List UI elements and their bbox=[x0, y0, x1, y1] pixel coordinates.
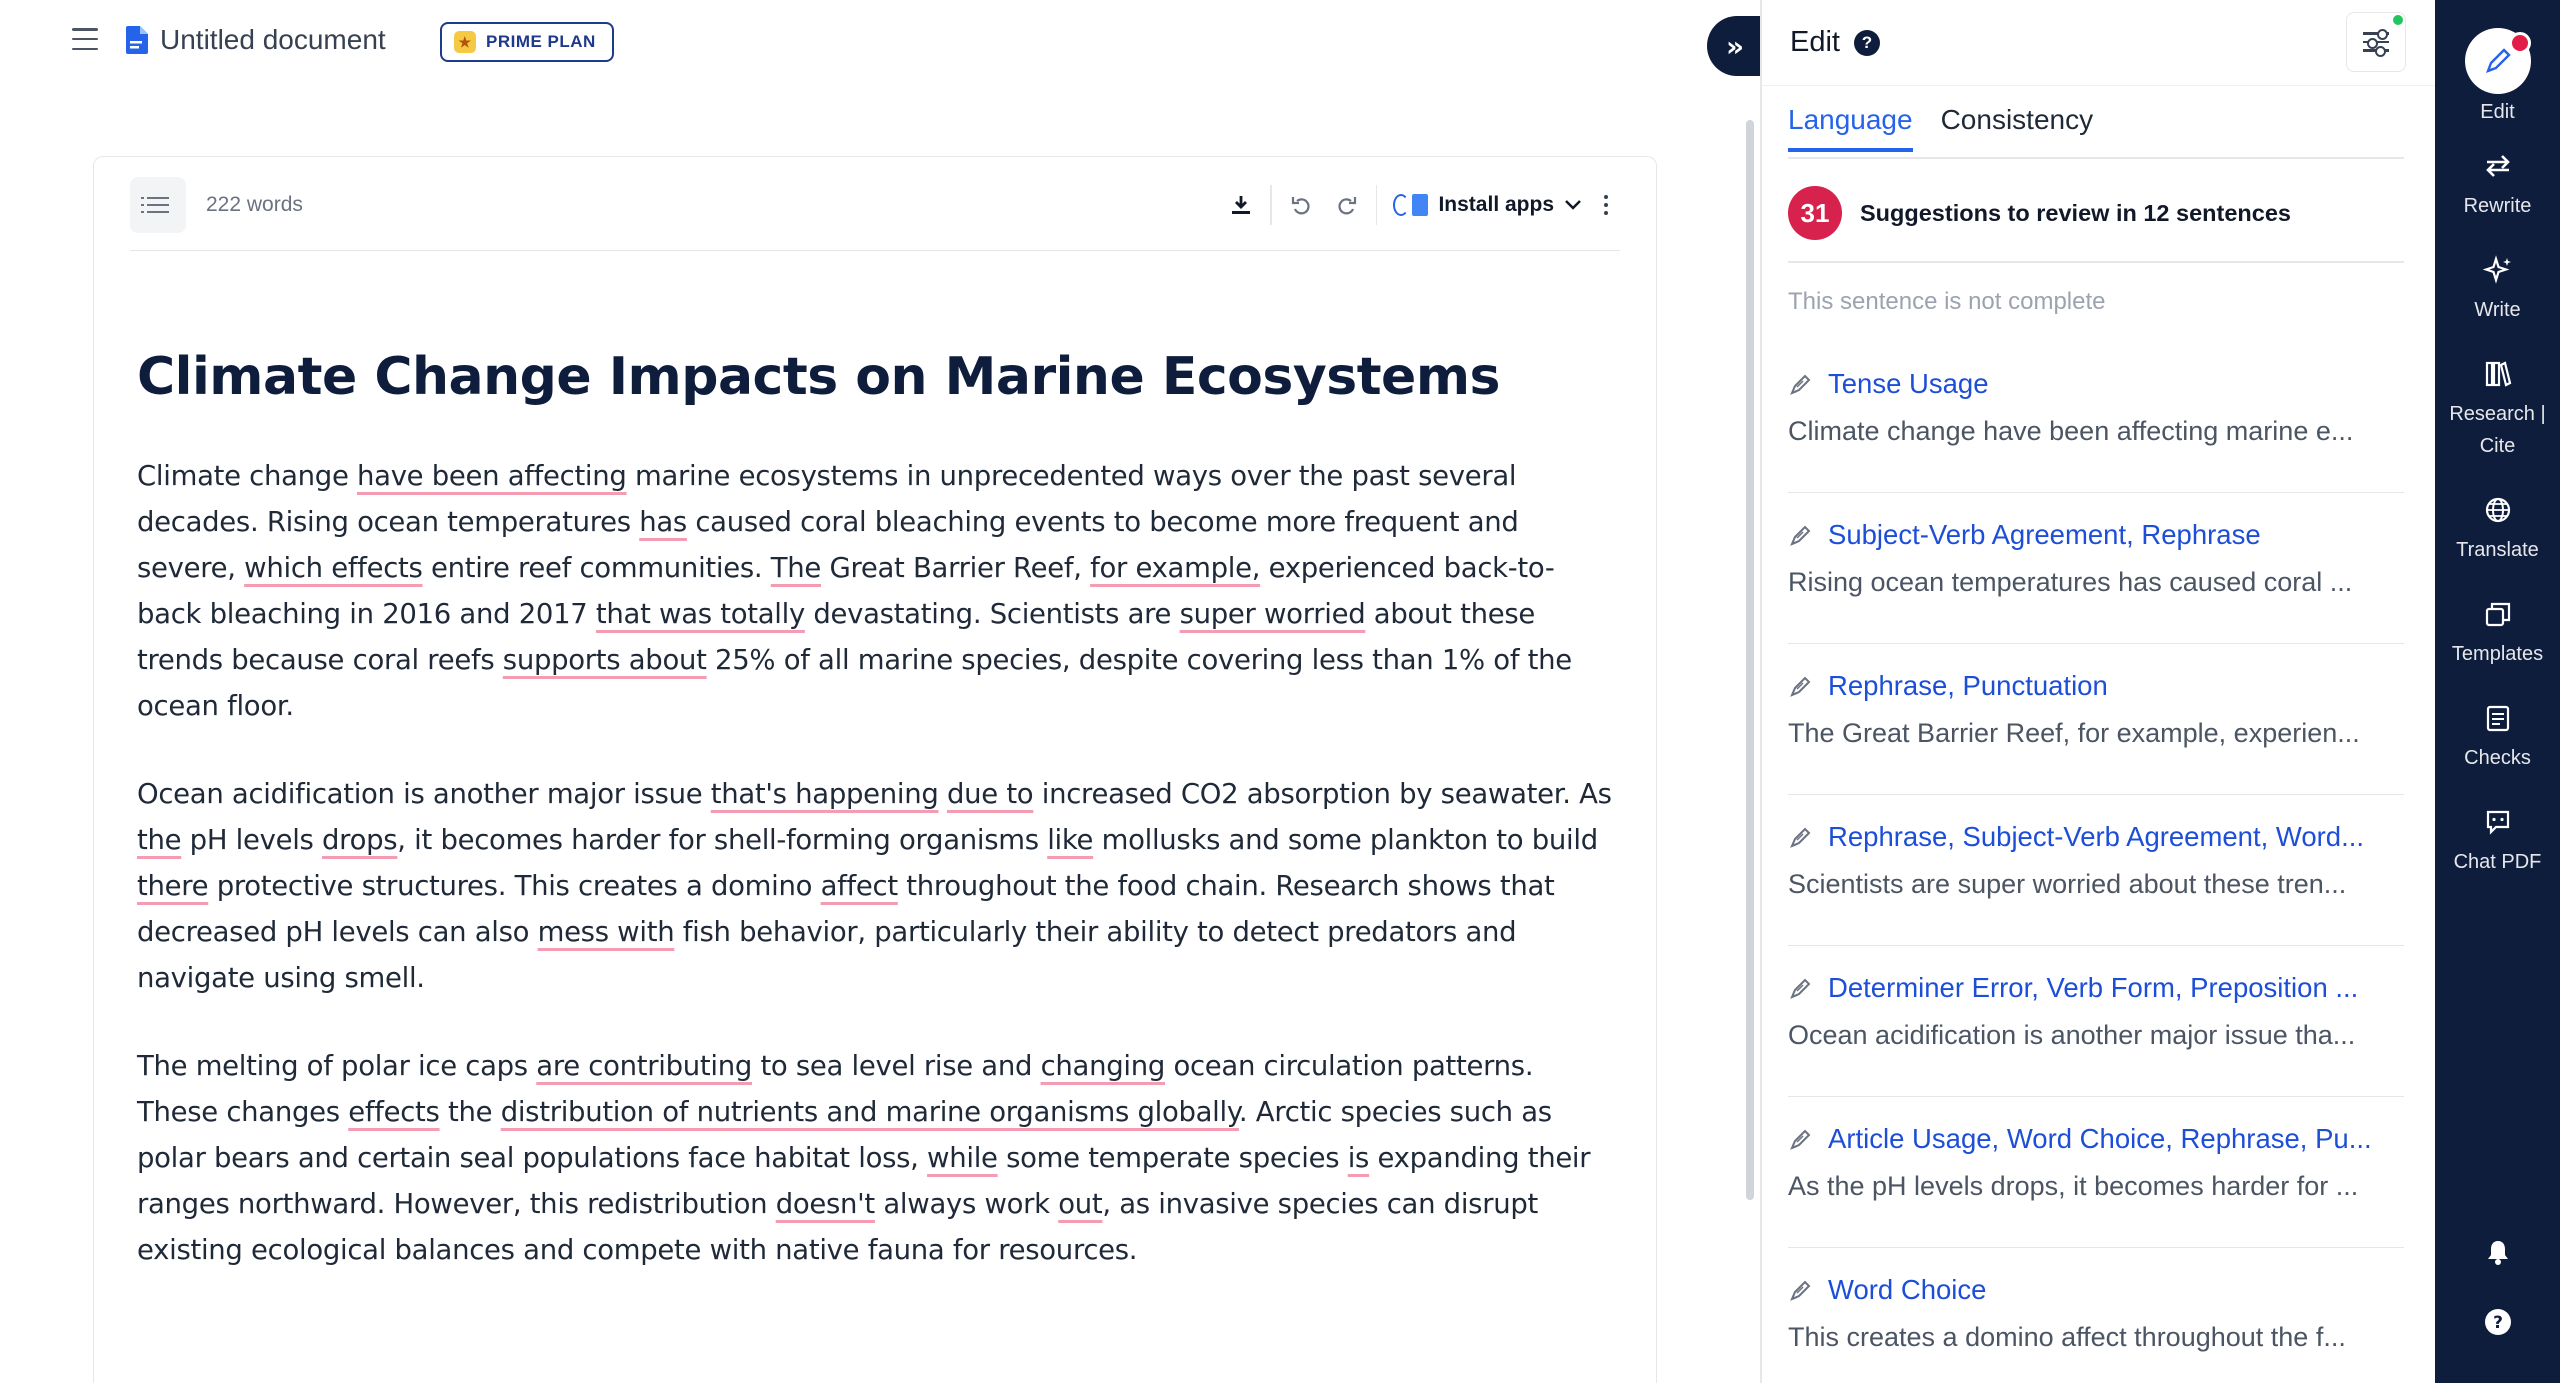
flagged-phrase[interactable]: has bbox=[639, 506, 687, 538]
globe-icon bbox=[2478, 490, 2518, 530]
notifications-button[interactable] bbox=[2435, 1232, 2560, 1276]
sidebar-item-chat-pdf[interactable] bbox=[2435, 802, 2560, 878]
sparkle-icon bbox=[2478, 250, 2518, 290]
text-run bbox=[939, 778, 947, 810]
help-icon[interactable]: ? bbox=[1854, 30, 1880, 56]
document-paragraph[interactable] bbox=[137, 1043, 1617, 1273]
sidebar-label-line2: Cite bbox=[2479, 435, 2516, 457]
flagged-phrase[interactable]: due to bbox=[946, 778, 1034, 810]
feather-pen-icon bbox=[1788, 1126, 1814, 1152]
flagged-phrase[interactable]: that was totally bbox=[595, 598, 805, 630]
chat-icon bbox=[2478, 802, 2518, 842]
sidebar-label: Rewrite bbox=[2463, 195, 2532, 217]
install-apps-label: Install apps bbox=[1438, 193, 1554, 216]
suggestion-title-label: Word Choice bbox=[1828, 1274, 1987, 1305]
suggestion-card[interactable] bbox=[1788, 1097, 2404, 1248]
text-run: , as invasive species can disrupt existing ecological balances and compete with native fauna for resources. bbox=[137, 1188, 1538, 1266]
tabs-divider bbox=[1788, 157, 2404, 159]
sidebar-item-write[interactable] bbox=[2435, 250, 2560, 326]
apps-icon bbox=[1393, 194, 1428, 216]
checklist-icon bbox=[2478, 698, 2518, 738]
flagged-phrase[interactable]: the bbox=[137, 824, 182, 856]
help-button[interactable] bbox=[2435, 1302, 2560, 1346]
suggestion-title-label: Subject-Verb Agreement, Rephrase bbox=[1828, 519, 2261, 550]
text-run: Great Barrier Reef, bbox=[821, 552, 1091, 584]
word-count: 222 words bbox=[206, 193, 303, 216]
suggestion-count-badge: 31 bbox=[1788, 186, 1842, 240]
text-run: always work bbox=[874, 1188, 1059, 1220]
bell-icon bbox=[2478, 1232, 2518, 1272]
flagged-phrase[interactable]: that's happening bbox=[710, 778, 939, 810]
suggestion-title[interactable] bbox=[1788, 1274, 2404, 1306]
flagged-phrase[interactable]: is bbox=[1347, 1142, 1370, 1174]
feather-pen-icon bbox=[1788, 824, 1814, 850]
download-icon[interactable] bbox=[1218, 182, 1264, 228]
text-run: entire reef communities. bbox=[422, 552, 771, 584]
text-run: experienced back-to-back bleaching in 2016 and 2017 bbox=[137, 552, 1555, 630]
flagged-phrase[interactable]: mess with bbox=[537, 916, 675, 948]
text-run: about these trends because coral reefs bbox=[137, 598, 1535, 676]
suggestion-card[interactable] bbox=[1788, 795, 2404, 946]
suggestion-title[interactable] bbox=[1788, 1123, 2404, 1155]
flagged-phrase[interactable]: like bbox=[1047, 824, 1094, 856]
more-options-icon[interactable] bbox=[1592, 195, 1620, 215]
sidebar-label: Write bbox=[2474, 299, 2521, 321]
document-title[interactable]: Untitled document bbox=[160, 24, 386, 55]
star-icon: ★ bbox=[454, 31, 476, 53]
sidebar-label: Chat PDF bbox=[2453, 851, 2542, 873]
suggestion-title[interactable] bbox=[1788, 972, 2404, 1004]
flagged-phrase[interactable]: supports about bbox=[502, 644, 707, 676]
prime-plan-badge[interactable] bbox=[440, 22, 614, 62]
text-run: caused coral bleaching events to become more frequent and severe, bbox=[137, 506, 1519, 584]
flagged-phrase[interactable]: The bbox=[770, 552, 822, 584]
flagged-phrase[interactable]: distribution of nutrients and marine organisms globally bbox=[500, 1096, 1239, 1128]
text-run: Climate change bbox=[137, 460, 358, 492]
templates-icon bbox=[2478, 594, 2518, 634]
editor-toolbar bbox=[130, 175, 1620, 251]
flagged-phrase[interactable]: are contributing bbox=[536, 1050, 752, 1082]
suggestion-card[interactable] bbox=[1788, 644, 2404, 795]
suggestion-card[interactable] bbox=[1788, 342, 2404, 493]
suggestion-excerpt: Climate change have been affecting marine e... bbox=[1788, 416, 2354, 446]
suggestions-summary bbox=[1788, 186, 2291, 240]
flagged-phrase[interactable]: effects bbox=[348, 1096, 440, 1128]
toolbar-divider bbox=[1270, 185, 1272, 225]
flagged-phrase[interactable]: there bbox=[137, 870, 209, 902]
text-run: pH levels bbox=[181, 824, 323, 856]
document-paragraph[interactable] bbox=[137, 453, 1617, 729]
text-run: . Arctic species such as polar bears and certain seal populations face habitat loss, bbox=[137, 1096, 1552, 1174]
suggestion-title[interactable] bbox=[1788, 670, 2404, 702]
text-run: fish behavior, particularly their ability to detect predators and navigate using smell. bbox=[137, 916, 1517, 994]
panel-title bbox=[1790, 26, 1880, 59]
suggestion-excerpt: The Great Barrier Reef, for example, experien... bbox=[1788, 718, 2360, 748]
sidebar-item-translate[interactable] bbox=[2435, 490, 2560, 566]
tab-language[interactable]: Language bbox=[1788, 104, 1913, 152]
sidebar-item-checks[interactable] bbox=[2435, 698, 2560, 774]
outline-list-button[interactable] bbox=[130, 177, 186, 233]
summary-divider bbox=[1788, 261, 2404, 263]
flagged-phrase[interactable]: changing bbox=[1040, 1050, 1165, 1082]
document-body[interactable] bbox=[137, 453, 1617, 1315]
install-apps-button[interactable] bbox=[1383, 193, 1592, 217]
help-circle-icon bbox=[2478, 1302, 2518, 1342]
toolbar-divider bbox=[1376, 185, 1378, 225]
redo-icon[interactable] bbox=[1324, 182, 1370, 228]
feather-pen-icon bbox=[1788, 673, 1814, 699]
suggestion-excerpt: Scientists are super worried about these tren... bbox=[1788, 869, 2347, 899]
prime-plan-label: PRIME PLAN bbox=[486, 32, 596, 51]
sidebar-label: Translate bbox=[2456, 539, 2539, 561]
text-run: some temperate species bbox=[997, 1142, 1348, 1174]
flagged-phrase[interactable]: doesn't bbox=[775, 1188, 875, 1220]
sidebar-label: Templates bbox=[2451, 643, 2544, 665]
tab-consistency[interactable]: Consistency bbox=[1940, 104, 2094, 135]
text-run: marine ecosystems in unprecedented ways over the past several decades. Rising ocean temperatures bbox=[137, 460, 1517, 538]
sidebar-label: Research | bbox=[2449, 403, 2546, 425]
suggestion-title-label: Determiner Error, Verb Form, Preposition ... bbox=[1828, 972, 2359, 1003]
text-run: , it becomes harder for shell-forming organisms bbox=[397, 824, 1048, 856]
filter-settings-button[interactable] bbox=[2346, 12, 2406, 72]
suggestion-card[interactable] bbox=[1788, 946, 2404, 1097]
suggestion-title-label: Rephrase, Subject-Verb Agreement, Word... bbox=[1828, 821, 2365, 852]
document-icon bbox=[126, 26, 148, 54]
pen-icon bbox=[2465, 28, 2531, 94]
flagged-phrase[interactable]: drops bbox=[322, 824, 398, 856]
text-run: throughout the food chain. Research shows that decreased pH levels can also bbox=[137, 870, 1555, 948]
text-run: protective structures. This creates a domino bbox=[208, 870, 821, 902]
sidebar-item-rewrite[interactable] bbox=[2435, 146, 2560, 222]
text-run: to sea level rise and bbox=[752, 1050, 1041, 1082]
text-run: increased CO2 absorption by seawater. As bbox=[1033, 778, 1612, 810]
text-run: ocean circulation patterns. These changes bbox=[137, 1050, 1534, 1128]
feather-pen-icon bbox=[1788, 1277, 1814, 1303]
text-run: Ocean acidification is another major issue bbox=[137, 778, 711, 810]
panel-tabs bbox=[1788, 104, 2093, 152]
suggestions-panel bbox=[1762, 0, 2435, 1383]
sidebar-item-research-cite[interactable] bbox=[2435, 354, 2560, 462]
top-bar bbox=[0, 0, 1700, 86]
suggestion-title[interactable] bbox=[1788, 519, 2404, 551]
flagged-phrase[interactable]: while bbox=[927, 1142, 998, 1174]
collapse-panel-button[interactable]: » bbox=[1707, 16, 1763, 76]
panel-title-label: Edit bbox=[1790, 26, 1840, 58]
suggestion-excerpt: Rising ocean temperatures has caused coral ... bbox=[1788, 567, 2353, 597]
suggestion-card[interactable] bbox=[1788, 493, 2404, 644]
text-run: 25% of all marine species, despite covering less than 1% of the ocean floor. bbox=[137, 644, 1572, 722]
feather-pen-icon bbox=[1788, 371, 1814, 397]
text-run: devastating. Scientists are bbox=[804, 598, 1180, 630]
editor-card bbox=[93, 156, 1657, 1383]
suggestion-title-label: Tense Usage bbox=[1828, 368, 1989, 399]
text-run: the bbox=[439, 1096, 501, 1128]
sidebar-label: Edit bbox=[2480, 101, 2515, 123]
suggestion-list bbox=[1788, 342, 2404, 1383]
flagged-phrase[interactable]: for example, bbox=[1090, 552, 1261, 584]
text-run: mollusks and some plankton to build bbox=[1093, 824, 1598, 856]
suggestion-title[interactable] bbox=[1788, 368, 2404, 400]
books-icon bbox=[2478, 354, 2518, 394]
status-dot bbox=[2393, 15, 2403, 25]
flagged-phrase[interactable]: have been affecting bbox=[357, 460, 627, 492]
chevron-down-icon bbox=[1564, 199, 1582, 211]
feather-pen-icon bbox=[1788, 522, 1814, 548]
document-paragraph[interactable] bbox=[137, 771, 1617, 1001]
flagged-phrase[interactable]: affect bbox=[820, 870, 898, 902]
suggestion-title-label: Article Usage, Word Choice, Rephrase, Pu... bbox=[1828, 1123, 2372, 1154]
suggestion-title[interactable] bbox=[1788, 821, 2404, 853]
svg-text:?: ? bbox=[2492, 1313, 2503, 1333]
sidebar-item-edit[interactable] bbox=[2435, 28, 2560, 128]
toolbar-actions bbox=[1218, 181, 1620, 229]
undo-icon[interactable] bbox=[1278, 182, 1324, 228]
flagged-phrase[interactable]: which effects bbox=[244, 552, 423, 584]
suggestion-excerpt: As the pH levels drops, it becomes harder for ... bbox=[1788, 1171, 2359, 1201]
suggestion-title-label: Rephrase, Punctuation bbox=[1828, 670, 2108, 701]
incomplete-sentence-notice: This sentence is not complete bbox=[1788, 288, 2106, 315]
text-run: expanding their ranges northward. However, this redistribution bbox=[137, 1142, 1591, 1220]
sidebar-label: Checks bbox=[2464, 747, 2531, 769]
suggestion-excerpt: Ocean acidification is another major issue tha... bbox=[1788, 1020, 2356, 1050]
suggestion-excerpt: This creates a domino affect throughout the f... bbox=[1788, 1322, 2346, 1352]
rewrite-icon bbox=[2478, 146, 2518, 186]
flagged-phrase[interactable]: out bbox=[1058, 1188, 1103, 1220]
scrollbar[interactable] bbox=[1746, 120, 1754, 1200]
suggestion-card[interactable] bbox=[1788, 1248, 2404, 1383]
flagged-phrase[interactable]: super worried bbox=[1179, 598, 1366, 630]
document-heading[interactable]: Climate Change Impacts on Marine Ecosystems bbox=[137, 347, 1500, 407]
text-run: The melting of polar ice caps bbox=[137, 1050, 537, 1082]
tool-sidebar bbox=[2435, 0, 2560, 1383]
sidebar-item-templates[interactable] bbox=[2435, 594, 2560, 670]
panel-header bbox=[1762, 0, 2435, 86]
hamburger-icon[interactable] bbox=[72, 28, 98, 50]
feather-pen-icon bbox=[1788, 975, 1814, 1001]
summary-text: Suggestions to review in 12 sentences bbox=[1860, 199, 2291, 226]
